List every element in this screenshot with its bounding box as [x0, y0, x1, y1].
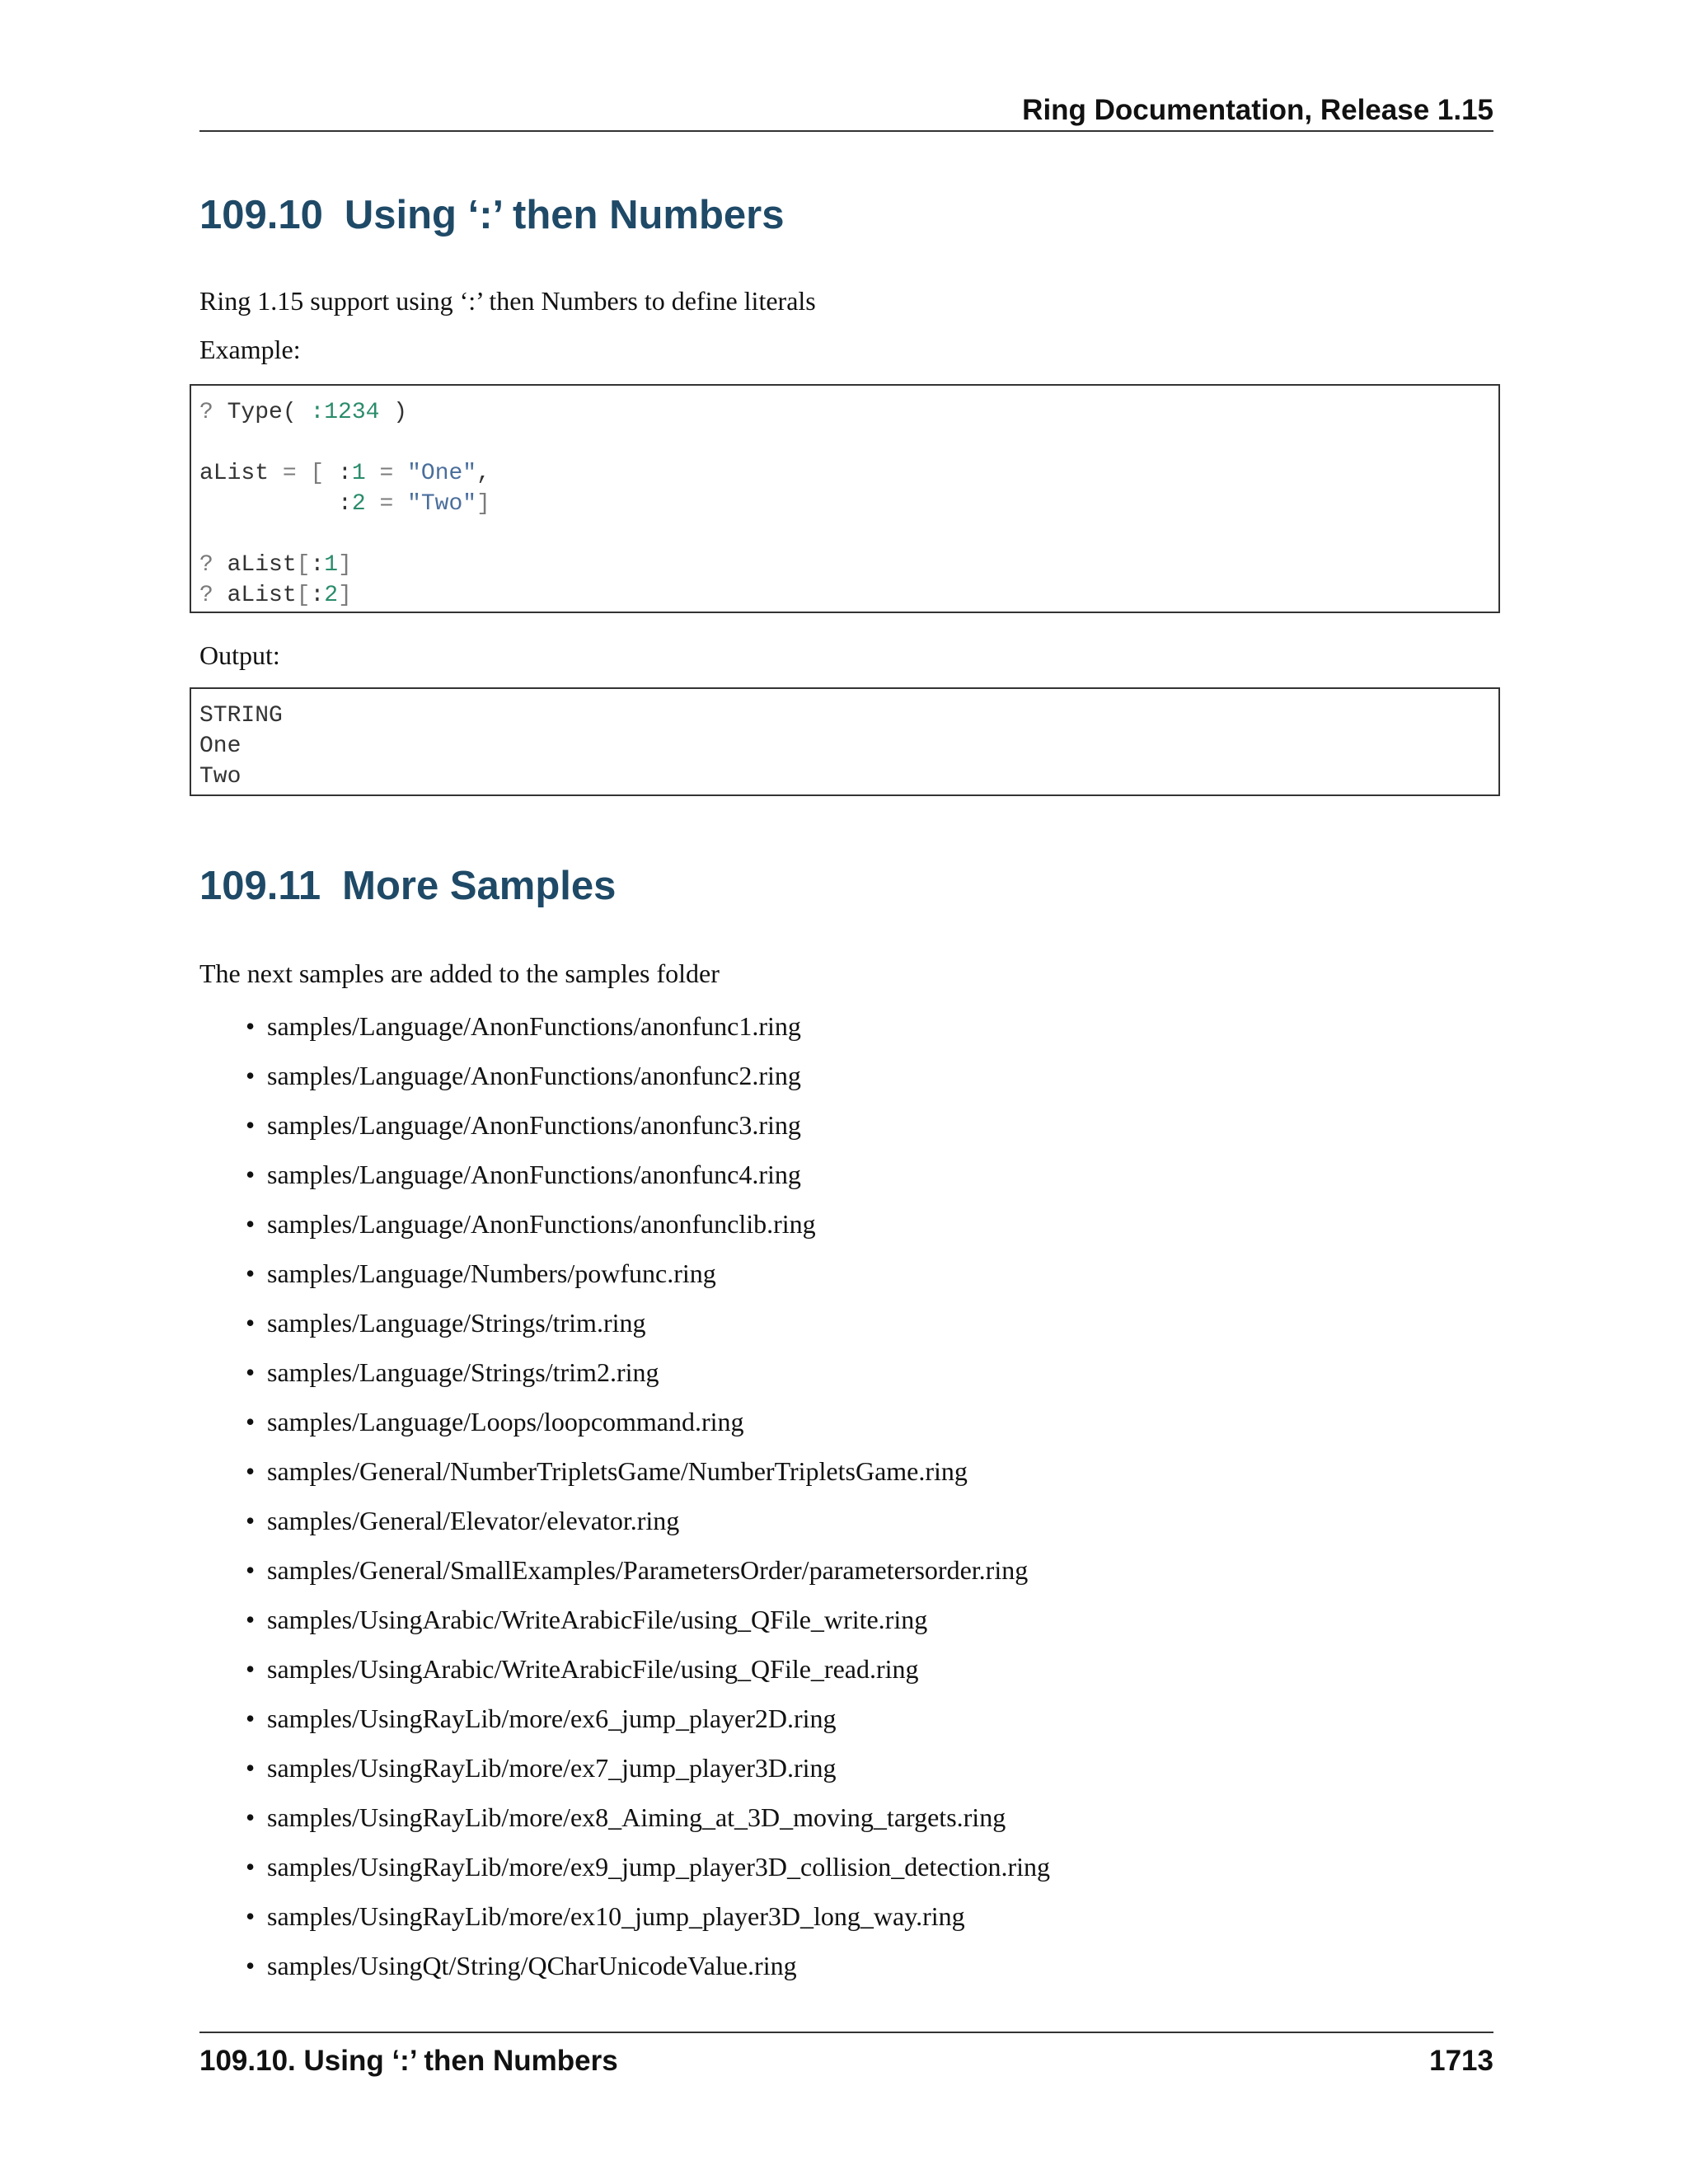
list-item: [199, 1059, 1050, 1108]
samples-intro: The next samples are added to the samples folder: [199, 958, 720, 988]
list-item: [199, 1356, 1050, 1405]
code-token: = [: [282, 461, 339, 486]
output-line: One: [199, 733, 241, 759]
page-header: [199, 89, 1493, 132]
code-token: :: [338, 461, 352, 486]
code-token: :: [310, 583, 325, 608]
header-title: Ring Documentation, Release 1.15: [1022, 94, 1493, 126]
output-label: Output:: [199, 640, 280, 670]
bullet-icon: •: [246, 1506, 256, 1535]
code-token: ?: [199, 400, 227, 425]
code-line: [199, 550, 1498, 580]
list-item: [199, 1207, 1050, 1257]
bullet-icon: •: [246, 1901, 256, 1931]
list-item: [199, 1850, 1050, 1900]
code-token: ]: [338, 552, 352, 578]
sample-path: samples/General/Elevator/elevator.ring: [267, 1506, 680, 1535]
sample-path: samples/Language/AnonFunctions/anonfunc3.ring: [267, 1110, 801, 1140]
code-token: :: [310, 552, 325, 578]
list-item: [199, 1405, 1050, 1455]
section-number: 109.11: [199, 864, 321, 908]
code-token: ?: [199, 583, 227, 608]
code-line: [199, 580, 1498, 611]
code-token: ?: [199, 552, 227, 578]
sample-path: samples/General/NumberTripletsGame/NumberTripletsGame.ring: [267, 1456, 968, 1486]
samples-list: [199, 1010, 1050, 1999]
sample-path: samples/UsingArabic/WriteArabicFile/using_QFile_read.ring: [267, 1654, 919, 1684]
code-token: ): [379, 400, 408, 425]
code-token: =: [365, 491, 408, 517]
sample-path: samples/Language/AnonFunctions/anonfunc1.ring: [267, 1011, 801, 1041]
section-heading-using-colon-numbers: [199, 191, 785, 240]
list-item: [199, 1603, 1050, 1652]
code-token: 2: [324, 583, 339, 608]
list-item: [199, 1158, 1050, 1207]
bullet-icon: •: [246, 1407, 256, 1436]
code-token: Type(: [227, 400, 311, 425]
list-item: [199, 1900, 1050, 1949]
sample-path: samples/Language/AnonFunctions/anonfunc2.ring: [267, 1061, 801, 1090]
code-token: [: [296, 552, 311, 578]
code-token: "One": [407, 461, 477, 486]
sample-path: samples/UsingRayLib/more/ex10_jump_player3D_long_way.ring: [267, 1901, 965, 1931]
list-item: [199, 1455, 1050, 1504]
code-token: 1: [324, 552, 339, 578]
code-token: ,: [476, 461, 490, 486]
code-token: "Two": [407, 491, 477, 517]
list-item: [199, 1801, 1050, 1850]
sample-path: samples/Language/AnonFunctions/anonfunclib.ring: [267, 1209, 816, 1239]
bullet-icon: •: [246, 1308, 256, 1338]
bullet-icon: •: [246, 1555, 256, 1585]
bullet-icon: •: [246, 1357, 256, 1387]
bullet-icon: •: [246, 1456, 256, 1486]
list-item: [199, 1702, 1050, 1751]
bullet-icon: •: [246, 1753, 256, 1783]
bullet-icon: •: [246, 1704, 256, 1733]
section-title-text: More Samples: [342, 864, 617, 908]
list-item: [199, 1554, 1050, 1603]
footer-page-number: 1713: [1429, 2045, 1493, 2077]
code-token: aList: [199, 461, 283, 486]
code-line: [199, 397, 1498, 428]
code-token: 1: [351, 461, 366, 486]
bullet-icon: •: [246, 1160, 256, 1189]
sample-path: samples/UsingRayLib/more/ex6_jump_player2D.ring: [267, 1704, 837, 1733]
list-item: [199, 1652, 1050, 1702]
code-line: [199, 458, 1498, 489]
sample-path: samples/Language/Numbers/powfunc.ring: [267, 1258, 716, 1288]
code-token: aList: [227, 552, 297, 578]
code-token: aList: [227, 583, 297, 608]
code-token: :: [199, 491, 352, 517]
code-line: [199, 519, 1498, 550]
section-heading-more-samples: [199, 862, 616, 911]
code-token: =: [365, 461, 408, 486]
code-line: [199, 428, 1498, 458]
example-label: Example:: [199, 335, 301, 364]
sample-path: samples/Language/AnonFunctions/anonfunc4.ring: [267, 1160, 801, 1189]
code-token: 2: [351, 491, 366, 517]
sample-path: samples/UsingRayLib/more/ex7_jump_player3D.ring: [267, 1753, 837, 1783]
bullet-icon: •: [246, 1061, 256, 1090]
bullet-icon: •: [246, 1605, 256, 1634]
bullet-icon: •: [246, 1951, 256, 1980]
list-item: [199, 1306, 1050, 1356]
example-code-block: [190, 384, 1500, 613]
bullet-icon: •: [246, 1011, 256, 1041]
sample-path: samples/UsingRayLib/more/ex8_Aiming_at_3D_moving_targets.ring: [267, 1802, 1006, 1832]
output-code-block: [190, 687, 1500, 796]
list-item: [199, 1257, 1050, 1306]
output-line: Two: [199, 764, 241, 790]
sample-path: samples/Language/Strings/trim2.ring: [267, 1357, 659, 1387]
bullet-icon: •: [246, 1209, 256, 1239]
list-item: [199, 1751, 1050, 1801]
code-token: :1234: [310, 400, 380, 425]
code-line: [199, 489, 1498, 519]
section-number: 109.10: [199, 193, 323, 237]
section-intro: Ring 1.15 support using ‘:’ then Numbers to define literals: [199, 286, 816, 316]
code-token: ]: [476, 491, 490, 517]
list-item: [199, 1504, 1050, 1554]
sample-path: samples/Language/Loops/loopcommand.ring: [267, 1407, 744, 1436]
sample-path: samples/Language/Strings/trim.ring: [267, 1308, 646, 1338]
sample-path: samples/General/SmallExamples/ParametersOrder/parametersorder.ring: [267, 1555, 1029, 1585]
list-item: [199, 1949, 1050, 1999]
sample-path: samples/UsingQt/String/QCharUnicodeValue.ring: [267, 1951, 797, 1980]
bullet-icon: •: [246, 1852, 256, 1882]
page-footer: [199, 2032, 1493, 2083]
list-item: [199, 1108, 1050, 1158]
section-title-text: Using ‘:’ then Numbers: [344, 193, 785, 237]
code-token: [: [296, 583, 311, 608]
sample-path: samples/UsingArabic/WriteArabicFile/using_QFile_write.ring: [267, 1605, 928, 1634]
sample-path: samples/UsingRayLib/more/ex9_jump_player3D_collision_detection.ring: [267, 1852, 1051, 1882]
footer-section-title: 109.10. Using ‘:’ then Numbers: [199, 2045, 618, 2077]
bullet-icon: •: [246, 1802, 256, 1832]
bullet-icon: •: [246, 1654, 256, 1684]
code-token: ]: [338, 583, 352, 608]
bullet-icon: •: [246, 1110, 256, 1140]
list-item: [199, 1010, 1050, 1059]
output-line: STRING: [199, 703, 283, 729]
bullet-icon: •: [246, 1258, 256, 1288]
